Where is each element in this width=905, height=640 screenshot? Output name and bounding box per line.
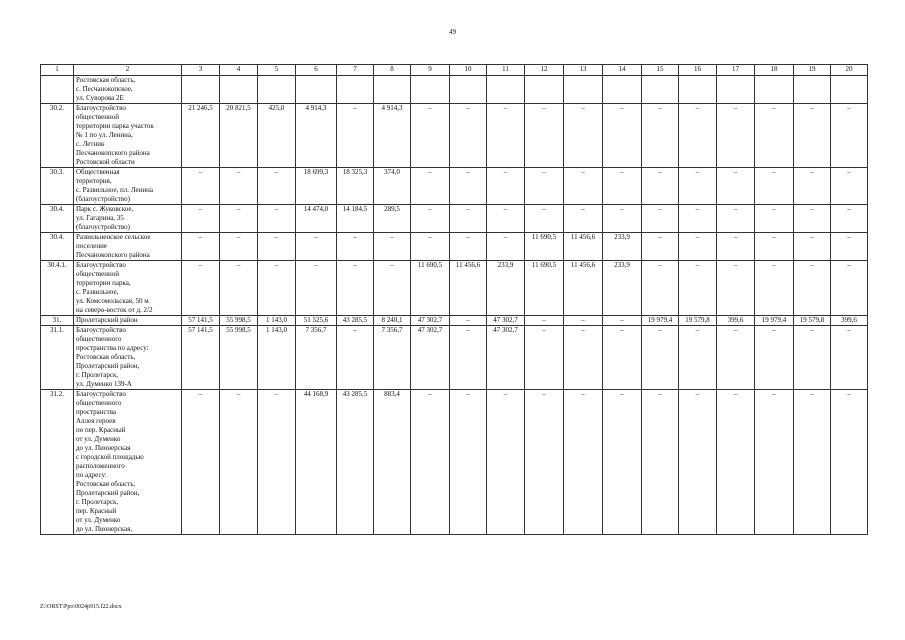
value-cell: – — [450, 316, 487, 326]
row-number: 30.3. — [41, 168, 74, 205]
value-cell: 51 525,6 — [296, 316, 337, 326]
row-name-line: от ул. Думенко — [76, 435, 121, 443]
value-cell: – — [258, 390, 296, 535]
value-cell: – — [220, 390, 258, 535]
value-cell: – — [755, 168, 794, 205]
value-cell: – — [642, 168, 679, 205]
row-number: 30.2. — [41, 104, 74, 168]
row-name-line: расположенного — [76, 462, 125, 470]
value-cell: – — [679, 205, 717, 233]
value-cell: – — [450, 233, 487, 261]
value-cell — [831, 76, 868, 104]
value-cell: 18 325,3 — [337, 168, 374, 205]
row-name-line: Благоустройство — [76, 261, 126, 269]
value-cell: 19 979,4 — [642, 316, 679, 326]
value-cell: – — [603, 316, 642, 326]
value-cell: – — [220, 233, 258, 261]
row-name-line: с городской площадью — [76, 453, 144, 461]
value-cell: – — [679, 233, 717, 261]
value-cell: 233,9 — [603, 261, 642, 316]
row-name-line: ул. Гагарина, 35 — [76, 214, 124, 222]
value-cell: 19 579,8 — [679, 316, 717, 326]
row-name-line: Благоустройство — [76, 390, 126, 398]
value-cell — [411, 76, 450, 104]
value-cell: – — [755, 261, 794, 316]
value-cell: – — [487, 205, 525, 233]
row-name-line: с. Песчанокопское, — [76, 85, 133, 93]
value-cell: 11 690,5 — [411, 261, 450, 316]
value-cell: – — [258, 168, 296, 205]
row-name-line: с. Развильное, пл. Ленина — [76, 186, 153, 194]
table-row — [41, 261, 868, 316]
row-name-line: до ул. Пионерская — [76, 444, 131, 452]
row-name-line: Развильненское сельское — [76, 233, 151, 241]
value-cell: – — [679, 326, 717, 390]
value-cell — [258, 76, 296, 104]
value-cell: – — [411, 205, 450, 233]
value-cell: 14 184,5 — [337, 205, 374, 233]
value-cell: – — [755, 390, 794, 535]
row-name-line: Ростовской области — [76, 158, 135, 166]
value-cell: 7 356,7 — [296, 326, 337, 390]
row-name-line: территории парка, — [76, 279, 131, 287]
header-cell: 17 — [717, 65, 755, 76]
value-cell: – — [755, 326, 794, 390]
value-cell: – — [450, 390, 487, 535]
row-name-line: поселение — [76, 242, 107, 250]
value-cell: – — [337, 233, 374, 261]
row-name — [74, 168, 182, 205]
value-cell: – — [679, 104, 717, 168]
value-cell: 1 143,0 — [258, 316, 296, 326]
value-cell: – — [296, 261, 337, 316]
table-row — [41, 326, 868, 390]
value-cell — [755, 76, 794, 104]
value-cell: – — [564, 316, 603, 326]
table-row — [41, 104, 868, 168]
row-name-line: по пер. Красный — [76, 426, 126, 434]
value-cell: – — [755, 205, 794, 233]
value-cell: – — [487, 168, 525, 205]
value-cell: – — [220, 168, 258, 205]
row-name-line: пространства — [76, 408, 117, 416]
header-cell: 2 — [74, 65, 182, 76]
row-name-line: ул. Думенко 139-А — [76, 380, 132, 388]
header-cell: 19 — [794, 65, 831, 76]
header-cell: 12 — [525, 65, 564, 76]
value-cell: – — [831, 326, 868, 390]
value-cell: – — [564, 390, 603, 535]
row-name-line: общественной — [76, 270, 120, 278]
value-cell: – — [603, 104, 642, 168]
row-name-line: Пролетарский район, — [76, 362, 140, 370]
header-cell: 5 — [258, 65, 296, 76]
row-number — [41, 76, 74, 104]
value-cell: – — [679, 390, 717, 535]
value-cell: – — [182, 390, 220, 535]
value-cell: – — [258, 261, 296, 316]
value-cell — [525, 76, 564, 104]
value-cell: – — [831, 168, 868, 205]
value-cell: 883,4 — [374, 390, 411, 535]
value-cell: – — [642, 104, 679, 168]
value-cell — [450, 76, 487, 104]
value-cell: 4 914,3 — [296, 104, 337, 168]
value-cell: 55 998,5 — [220, 316, 258, 326]
row-name-line: до ул. Пионерская, — [76, 525, 133, 533]
value-cell: 47 302,7 — [487, 326, 525, 390]
value-cell: 425,0 — [258, 104, 296, 168]
value-cell: 399,6 — [717, 316, 755, 326]
header-cell: 7 — [337, 65, 374, 76]
row-name — [74, 76, 182, 104]
row-number: 31. — [41, 316, 74, 326]
value-cell: – — [831, 205, 868, 233]
value-cell: 44 168,9 — [296, 390, 337, 535]
value-cell: – — [450, 104, 487, 168]
value-cell: 289,5 — [374, 205, 411, 233]
value-cell: 43 285,5 — [337, 390, 374, 535]
header-cell: 14 — [603, 65, 642, 76]
row-number: 31.1. — [41, 326, 74, 390]
header-cell: 11 — [487, 65, 525, 76]
value-cell: 11 456,6 — [564, 233, 603, 261]
row-name-line: с. Развильное, — [76, 288, 119, 296]
file-path-footer: Z:\ORST\Ppo\0024p915.f22.docx — [40, 604, 122, 610]
row-name — [74, 205, 182, 233]
value-cell: 11 456,6 — [564, 261, 603, 316]
value-cell: – — [564, 205, 603, 233]
row-name-line: территории парка участок — [76, 122, 154, 130]
value-cell: – — [564, 104, 603, 168]
value-cell: – — [525, 390, 564, 535]
value-cell: – — [794, 233, 831, 261]
table-row — [41, 76, 868, 104]
value-cell: – — [525, 104, 564, 168]
row-number: 31.2. — [41, 390, 74, 535]
value-cell: 47 302,7 — [487, 316, 525, 326]
row-name — [74, 316, 182, 326]
value-cell: – — [182, 168, 220, 205]
row-name-line: по адресу: — [76, 471, 107, 479]
value-cell: 57 141,5 — [182, 316, 220, 326]
header-cell: 18 — [755, 65, 794, 76]
value-cell: – — [296, 233, 337, 261]
value-cell: 19 579,8 — [794, 316, 831, 326]
table-row — [41, 168, 868, 205]
row-name-line: г. Пролетарск, — [76, 498, 119, 506]
value-cell: 57 141,5 — [182, 326, 220, 390]
header-cell: 1 — [41, 65, 74, 76]
value-cell: – — [603, 205, 642, 233]
value-cell: – — [450, 205, 487, 233]
value-cell: – — [525, 168, 564, 205]
header-cell: 13 — [564, 65, 603, 76]
value-cell: 43 285,5 — [337, 316, 374, 326]
value-cell: – — [642, 233, 679, 261]
page-number: 49 — [449, 28, 456, 36]
value-cell: – — [411, 390, 450, 535]
value-cell: – — [755, 233, 794, 261]
value-cell: – — [603, 326, 642, 390]
value-cell: – — [717, 168, 755, 205]
budget-table — [40, 64, 868, 535]
value-cell: – — [794, 390, 831, 535]
row-name-line: общественного — [76, 335, 122, 343]
value-cell: – — [794, 261, 831, 316]
value-cell: – — [831, 261, 868, 316]
value-cell: 8 240,1 — [374, 316, 411, 326]
value-cell: – — [450, 326, 487, 390]
value-cell: – — [487, 104, 525, 168]
row-name-line: г. Пролетарск, — [76, 371, 119, 379]
value-cell — [603, 76, 642, 104]
value-cell: – — [525, 316, 564, 326]
value-cell: – — [337, 326, 374, 390]
table-row — [41, 233, 868, 261]
value-cell — [564, 76, 603, 104]
value-cell: – — [679, 168, 717, 205]
value-cell: – — [717, 205, 755, 233]
value-cell — [794, 76, 831, 104]
header-row — [41, 65, 868, 76]
value-cell: 55 998,5 — [220, 326, 258, 390]
value-cell: – — [220, 261, 258, 316]
value-cell: – — [525, 205, 564, 233]
row-name-line: пер. Красный — [76, 507, 117, 515]
row-number: 30.4. — [41, 205, 74, 233]
value-cell: – — [374, 233, 411, 261]
value-cell: – — [794, 104, 831, 168]
value-cell: 4 914,3 — [374, 104, 411, 168]
value-cell: – — [411, 233, 450, 261]
value-cell: – — [258, 205, 296, 233]
row-name — [74, 233, 182, 261]
value-cell — [296, 76, 337, 104]
row-name-line: Песчанокопского района — [76, 251, 150, 259]
row-name-line: № 1 по ул. Ленина, — [76, 131, 133, 139]
row-number: 30.4. — [41, 233, 74, 261]
row-name-line: территория, — [76, 177, 112, 185]
header-cell: 16 — [679, 65, 717, 76]
value-cell: – — [564, 168, 603, 205]
row-name-line: (благоустройство) — [76, 223, 131, 231]
row-name-line: Общественная — [76, 168, 120, 176]
value-cell — [487, 76, 525, 104]
row-name-line: (благоустройство) — [76, 195, 131, 203]
value-cell: 233,9 — [603, 233, 642, 261]
value-cell: – — [487, 233, 525, 261]
value-cell: 11 456,6 — [450, 261, 487, 316]
header-cell: 9 — [411, 65, 450, 76]
row-name-line: ул. Комсомольская, 50 м — [76, 297, 149, 305]
value-cell: – — [717, 390, 755, 535]
header-cell: 6 — [296, 65, 337, 76]
value-cell: 20 821,5 — [220, 104, 258, 168]
row-name-line: от ул. Думенко — [76, 516, 121, 524]
value-cell — [182, 76, 220, 104]
row-name-line: с. Летник — [76, 140, 105, 148]
value-cell — [679, 76, 717, 104]
value-cell: – — [603, 390, 642, 535]
value-cell: – — [564, 326, 603, 390]
row-name-line: Песчанокопского района — [76, 149, 150, 157]
row-name-line: Парк с. Жуковское, — [76, 205, 134, 213]
value-cell — [374, 76, 411, 104]
value-cell: – — [182, 233, 220, 261]
value-cell: – — [487, 390, 525, 535]
row-name-line: Ростовская область, — [76, 76, 136, 84]
value-cell: – — [411, 104, 450, 168]
row-name-line: на северо-восток от д. 2/2 — [76, 306, 153, 314]
value-cell: – — [717, 233, 755, 261]
value-cell: – — [450, 168, 487, 205]
value-cell: 21 246,5 — [182, 104, 220, 168]
row-name — [74, 261, 182, 316]
value-cell: – — [831, 233, 868, 261]
value-cell: 14 474,0 — [296, 205, 337, 233]
value-cell: – — [831, 104, 868, 168]
value-cell: – — [642, 261, 679, 316]
header-cell: 4 — [220, 65, 258, 76]
value-cell — [337, 76, 374, 104]
value-cell: – — [642, 205, 679, 233]
value-cell: – — [717, 326, 755, 390]
row-name-line: Благоустройство — [76, 104, 126, 112]
row-name-line: общественной — [76, 113, 120, 121]
value-cell — [642, 76, 679, 104]
value-cell — [717, 76, 755, 104]
row-name-line: Пролетарский район, — [76, 489, 140, 497]
header-cell: 8 — [374, 65, 411, 76]
header-cell: 20 — [831, 65, 868, 76]
value-cell: – — [831, 390, 868, 535]
header-cell: 10 — [450, 65, 487, 76]
value-cell: – — [411, 168, 450, 205]
value-cell: – — [794, 326, 831, 390]
value-cell: – — [717, 104, 755, 168]
value-cell: – — [679, 261, 717, 316]
table-row — [41, 390, 868, 535]
value-cell: – — [717, 261, 755, 316]
value-cell: 19 979,4 — [755, 316, 794, 326]
value-cell: – — [182, 205, 220, 233]
value-cell: – — [642, 326, 679, 390]
row-name — [74, 390, 182, 535]
value-cell — [220, 76, 258, 104]
value-cell: – — [220, 205, 258, 233]
header-cell: 15 — [642, 65, 679, 76]
value-cell: 1 143,0 — [258, 326, 296, 390]
row-name-line: Благоустройство — [76, 326, 126, 334]
value-cell: – — [755, 104, 794, 168]
row-name — [74, 104, 182, 168]
value-cell: – — [337, 104, 374, 168]
value-cell: 7 356,7 — [374, 326, 411, 390]
value-cell: – — [525, 326, 564, 390]
row-name-line: ул. Суворова 2Е — [76, 94, 124, 102]
value-cell: – — [374, 261, 411, 316]
header-cell: 3 — [182, 65, 220, 76]
table-row — [41, 316, 868, 326]
value-cell: – — [337, 261, 374, 316]
row-name-line: пространства по адресу: — [76, 344, 149, 352]
row-number: 30.4.1. — [41, 261, 74, 316]
row-name-line: Ростовская область, — [76, 353, 136, 361]
value-cell: 11 690,5 — [525, 233, 564, 261]
value-cell: – — [794, 168, 831, 205]
row-name-line: Ростовская область, — [76, 480, 136, 488]
value-cell: – — [794, 205, 831, 233]
value-cell: 233,9 — [487, 261, 525, 316]
table-row — [41, 205, 868, 233]
row-name-line: Пролетарский район — [76, 316, 138, 324]
value-cell: 374,0 — [374, 168, 411, 205]
value-cell: 18 699,3 — [296, 168, 337, 205]
value-cell: – — [642, 390, 679, 535]
value-cell: 47 302,7 — [411, 326, 450, 390]
value-cell: – — [603, 168, 642, 205]
value-cell: – — [182, 261, 220, 316]
value-cell: 47 302,7 — [411, 316, 450, 326]
row-name-line: общественного — [76, 399, 122, 407]
value-cell: 399,6 — [831, 316, 868, 326]
value-cell: – — [258, 233, 296, 261]
row-name-line: Аллея героев — [76, 417, 116, 425]
row-name — [74, 326, 182, 390]
value-cell: 11 690,5 — [525, 261, 564, 316]
